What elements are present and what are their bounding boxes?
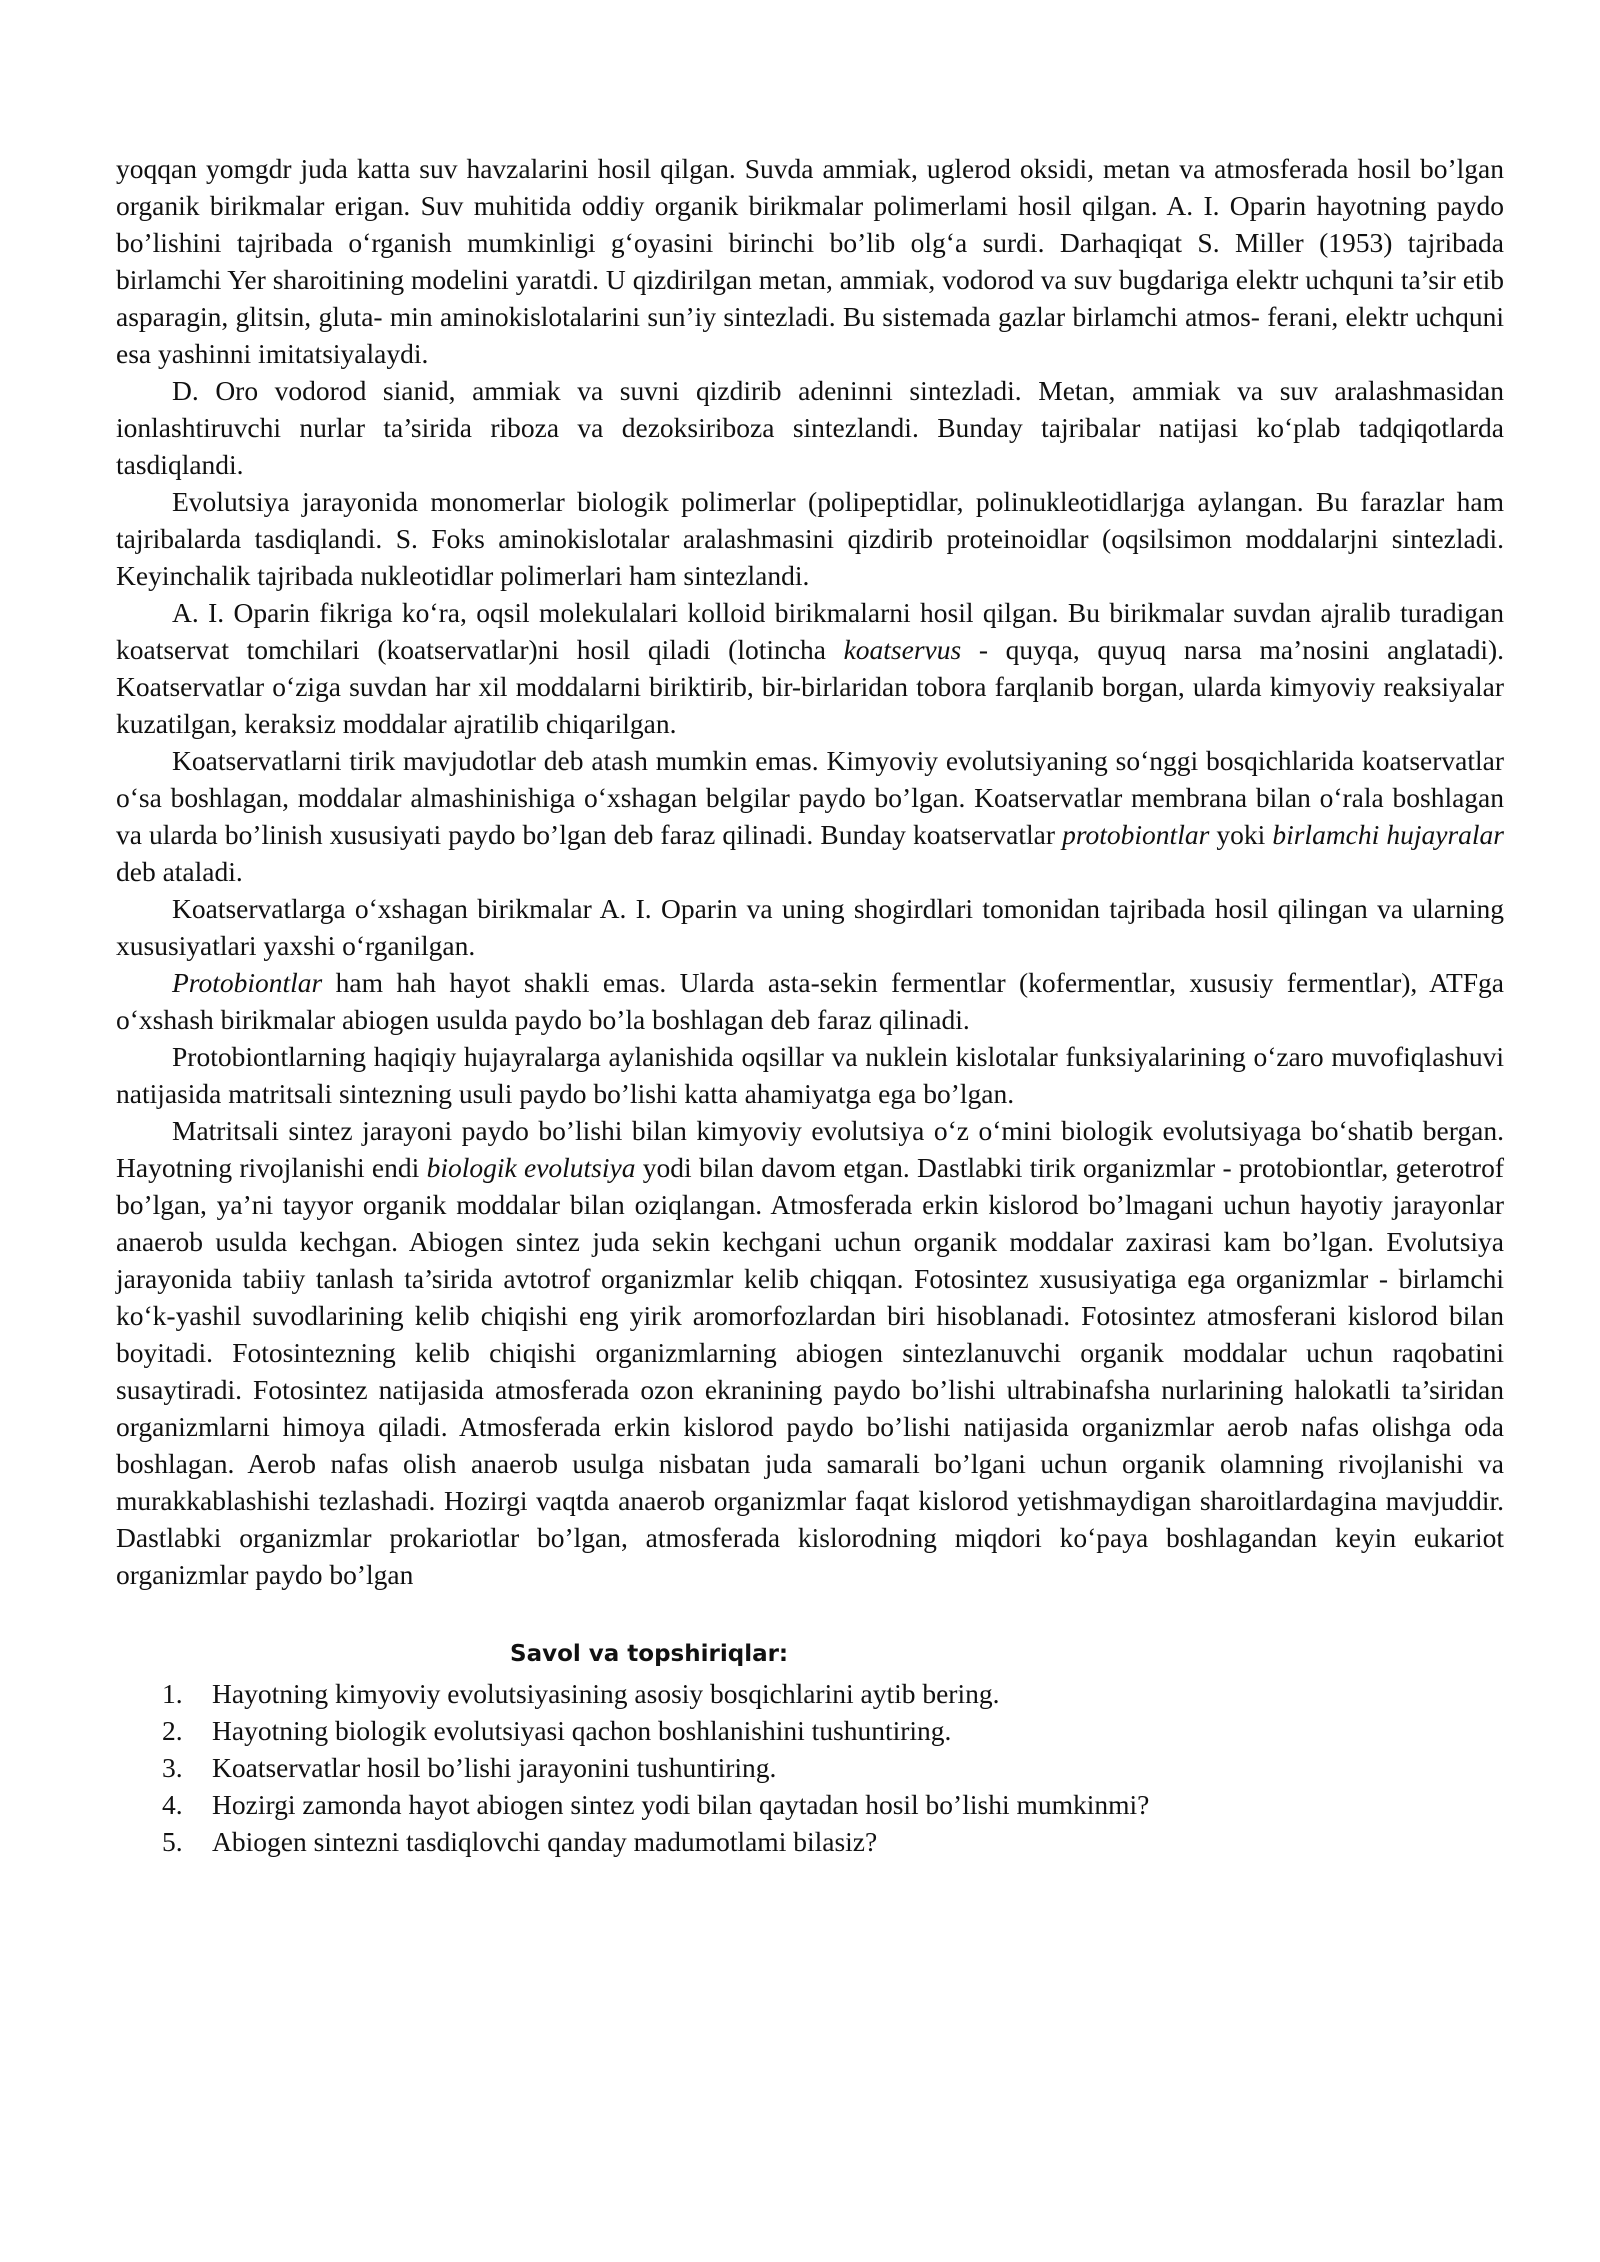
question-number: 2. — [162, 1715, 183, 1746]
question-number: 4. — [162, 1789, 183, 1820]
paragraph — [116, 742, 1504, 890]
text-run: A. I. Oparin fikriga ko‘ra, oqsil molekulalari kolloid birikmalarni hosil qilgan. Bu birikmalar suvdan ajralib turadigan koatservat tomchilari (koatservatlar)ni hosil qiladi (lotincha — [116, 597, 1504, 665]
paragraph — [116, 372, 1504, 483]
text-run: Koatservatlarni tirik mavjudotlar deb atash mumkin emas. Kimyoviy evolutsiyaning so‘nggi bosqichlarida koatservatlar o‘sa boshlagan, moddalar almashinishiga o‘xshagan belgilar paydo bo’lgan. Koatservatlar membrana bilan o‘rala boshlagan va ularda bo’linish xususiyati paydo bo’lgan deb faraz qilinadi. Bunday koatservatlar — [116, 745, 1504, 850]
italic-term: birlamchi hujayralar — [1272, 819, 1504, 850]
question-item — [116, 1675, 1504, 1712]
paragraph — [116, 1112, 1504, 1593]
text-run: Protobiontlarning haqiqiy hujayralarga aylanishida oqsillar va nuklein kislotalar funksiyalarining o‘zaro muvofiqlashuvi natijasida matritsali sintezning usuli paydo bo’lishi katta ahamiyatga ega bo’lgan. — [116, 1041, 1504, 1109]
paragraph — [116, 1038, 1504, 1112]
question-item — [116, 1712, 1504, 1749]
italic-term: Protobiontlar — [172, 967, 323, 998]
text-run: Koatservatlarga o‘xshagan birikmalar A. I. Oparin va uning shogirdlari tomonidan tajribada hosil qilingan va ularning xususiyatlari yaxshi o‘rganilgan. — [116, 893, 1504, 961]
paragraph — [116, 483, 1504, 594]
italic-term: protobiontlar — [1062, 819, 1210, 850]
paragraph — [116, 594, 1504, 742]
text-run: D. Oro vodorod sianid, ammiak va suvni qizdirib adeninni sintezladi. Metan, ammiak va suv aralashmasidan ionlashtiruvchi nurlar ta’sirida riboza va dezoksiriboza sintezlandi. Bunday tajribalar natijasi ko‘plab tadqiqotlarda tasdiqlandi. — [116, 375, 1504, 480]
italic-term: koatservus — [843, 634, 962, 665]
text-run: ham hah hayot shakli emas. Ularda asta-sekin fermentlar (kofermentlar, xususiy fermentlar), ATFga o‘xshash birikmalar abiogen usulda paydo bo’la boshlagan deb faraz qilinadi. — [116, 967, 1504, 1035]
questions-title: Savol va topshiriqlar: — [510, 1641, 789, 1667]
question-text: Hayotning biologik evolutsiyasi qachon boshlanishini tushuntiring. — [212, 1715, 952, 1746]
question-item — [116, 1749, 1504, 1786]
paragraph — [116, 890, 1504, 964]
paragraph — [116, 964, 1504, 1038]
text-run: Matritsali sintez jarayoni paydo bo’lishi bilan kimyoviy evolutsiya o‘z o‘mini biologik evolutsiyaga bo‘shatib bergan. Hayotning rivojlanishi endi — [116, 1115, 1504, 1183]
question-text: Koatservatlar hosil bo’lishi jarayonini tushuntiring. — [212, 1752, 777, 1783]
text-run: yoki — [1209, 819, 1273, 850]
body-text — [116, 150, 1504, 1593]
paragraph — [116, 150, 1504, 372]
document-page — [116, 150, 1504, 1860]
question-text: Abiogen sintezni tasdiqlovchi qanday madumotlami bilasiz? — [212, 1826, 878, 1857]
question-text: Hayotning kimyoviy evolutsiyasining asosiy bosqichlarini aytib bering. — [212, 1678, 1000, 1709]
question-item — [116, 1823, 1504, 1860]
question-item — [116, 1786, 1504, 1823]
text-run: yoqqan yomgdr juda katta suv havzalarini hosil qilgan. Suvda ammiak, uglerod oksidi, metan va atmosferada hosil bo’lgan organik birikmalar erigan. Suv muhitida oddiy organik birikmalar polimerlami hosil qilgan. A. I. Oparin hayotning paydo bo’lishini tajribada o‘rganish mumkinligi g‘oyasini birinchi bo’lib olg‘a surdi. Darhaqiqat S. Miller (1953) tajribada birlamchi Yer sharoitining modelini yaratdi. U qizdirilgan metan, ammiak, vodorod va suv bugdariga elektr uchquni ta’sir etib asparagin, glitsin, gluta- min aminokislotalarini sun’iy sintezladi. Bu sistemada gazlar birlamchi atmos- ferani, elektr uchquni esa yashinni imitatsiyalaydi. — [116, 153, 1504, 369]
question-text: Hozirgi zamonda hayot abiogen sintez yodi bilan qaytadan hosil bo’lishi mumkinmi? — [212, 1789, 1150, 1820]
text-run: deb ataladi. — [116, 856, 243, 887]
question-number: 3. — [162, 1752, 183, 1783]
italic-term: biologik evolutsiya — [426, 1152, 636, 1183]
question-number: 5. — [162, 1826, 183, 1857]
text-run: yodi bilan davom etgan. Dastlabki tirik organizmlar - protobiontlar, geterotrof bo’lgan, ya’ni tayyor organik moddalar bilan oziqlangan. Atmosferada erkin kislorod bo’lmagani uchun hayotiy jarayonlar anaerob usulda kechgan. Abiogen sintez juda sekin kechgani uchun organik moddalar zaxirasi kam bo’lgan. Evolutsiya jarayonida tabiiy tanlash ta’sirida avtotrof organizmlar kelib chiqqan. Fotosintez xususiyatiga ega organizmlar - birlamchi ko‘k-yashil suvodlarining kelib chiqishi eng yirik aromorfozlardan biri hisoblanadi. Fotosintez atmosferani kislorod bilan boyitadi. Fotosintezning kelib chiqishi organizmlarning abiogen sintezlanuvchi organik moddalar uchun raqobatini susaytiradi. Fotosintez natijasida atmosferada ozon ekranining paydo bo’lishi ultrabinafsha nurlarining halokatli ta’siridan organizmlarni himoya qiladi. Atmosferada erkin kislorod paydo bo’lishi natijasida organizmlar aerob nafas olishga oda boshlagan. Aerob nafas olish anaerob usulga nisbatan juda samarali bo’lgani uchun organik olamning rivojlanishi va murakkablashishi tezlashadi. Hozirgi vaqtda anaerob organizmlar faqat kislorod yetishmaydigan sharoitlardagina mavjuddir. Dastlabki organizmlar prokariotlar bo’lgan, atmosferada kislorodning miqdori ko‘paya boshlagandan keyin eukariot organizmlar paydo bo’lgan — [116, 1152, 1504, 1590]
text-run: Evolutsiya jarayonida monomerlar biologik polimerlar (polipeptidlar, polinukleotidlarjga aylangan. Bu farazlar ham tajribalarda tasdiqlandi. S. Foks aminokislotalar aralashmasini qizdirib proteinoidlar (oqsilsimon moddalarjni sintezladi. Keyinchalik tajribada nukleotidlar polimerlari ham sintezlandi. — [116, 486, 1504, 591]
text-run: - quyqa, quyuq narsa ma’nosini anglatadi). Koatservatlar o‘ziga suvdan har xil moddalarni biriktirib, bir-birlaridan tobora farqlanib borgan, ularda kimyoviy reaksiyalar kuzatilgan, keraksiz moddalar ajratilib chiqarilgan. — [116, 634, 1504, 739]
questions-list — [116, 1675, 1504, 1860]
question-number: 1. — [162, 1678, 183, 1709]
